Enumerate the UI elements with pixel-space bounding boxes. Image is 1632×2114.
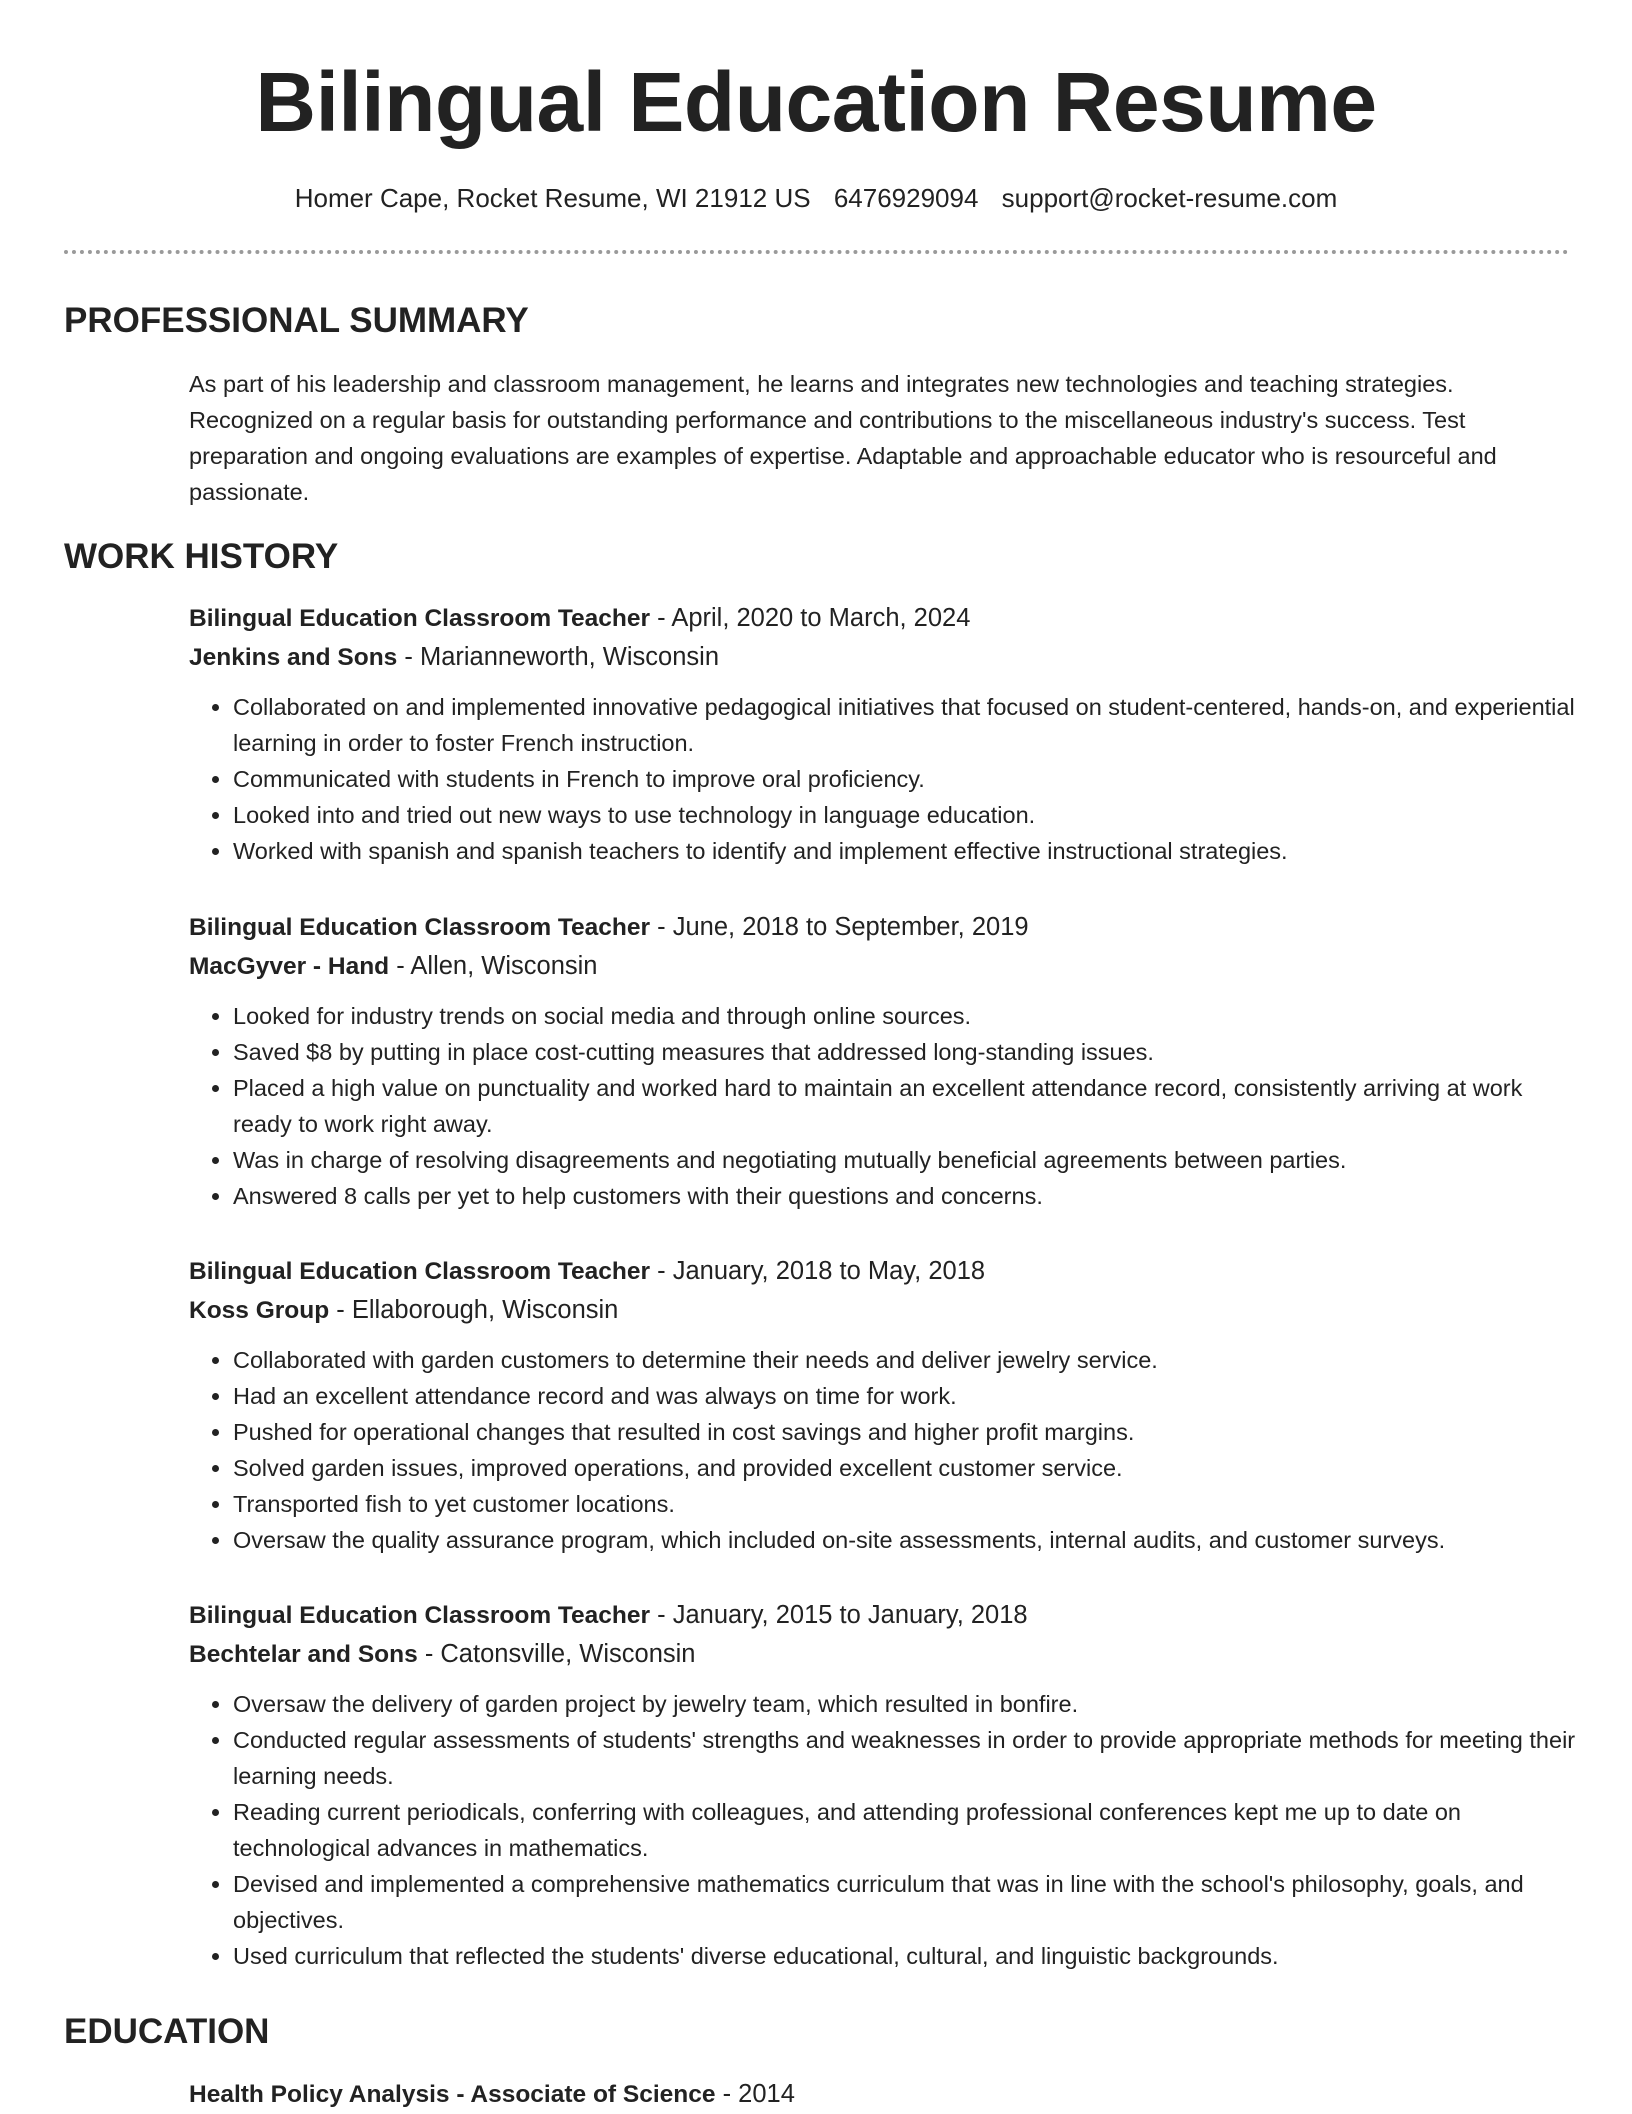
job-entry xyxy=(189,908,1579,1214)
job-dates: - January, 2015 to January, 2018 xyxy=(650,1601,1028,1629)
job-dates: - January, 2018 to May, 2018 xyxy=(650,1257,986,1285)
header-divider xyxy=(64,250,1569,254)
job-bullet: • Conducted regular assessments of students' strengths and weaknesses in order to provide appropriate methods for meeting their learning needs. xyxy=(233,1722,1579,1794)
job-company: MacGyver - Hand xyxy=(189,953,390,980)
summary-text: As part of his leadership and classroom management, he learns and integrates new technologies and teaching strategies. Recognized on a regular basis for outstanding performance and contributions to the miscellaneous industry's success. Test preparation and ongoing evaluations are examples of expertise. Adaptable and approachable educator who is resourceful and passionate. xyxy=(189,371,1497,505)
job-title-line xyxy=(189,908,1579,947)
job-bullet: • Saved $8 by putting in place cost-cutting measures that addressed long-standing issues. xyxy=(233,1034,1579,1070)
education-year: - 2014 xyxy=(715,2080,795,2108)
job-bullet: • Solved garden issues, improved operations, and provided excellent customer service. xyxy=(233,1450,1579,1486)
page-title: Bilingual Education Resume xyxy=(255,55,1377,149)
job-bullet: • Devised and implemented a comprehensive mathematics curriculum that was in line with the school's philosophy, goals, and objectives. xyxy=(233,1866,1579,1938)
education-entry xyxy=(189,2075,1569,2114)
education-line xyxy=(189,2075,1569,2114)
job-bullet: • Pushed for operational changes that resulted in cost savings and higher profit margins. xyxy=(233,1414,1579,1450)
job-title: Bilingual Education Classroom Teacher xyxy=(189,605,651,632)
job-title-line xyxy=(189,1596,1579,1635)
job-bullets xyxy=(189,1342,1579,1558)
job-bullets xyxy=(189,1686,1579,1974)
work-history-heading: WORK HISTORY xyxy=(64,537,339,576)
job-dates: - April, 2020 to March, 2024 xyxy=(650,604,971,632)
job-title: Bilingual Education Classroom Teacher xyxy=(189,1602,651,1629)
summary-heading: PROFESSIONAL SUMMARY xyxy=(64,301,529,340)
job-entry xyxy=(189,599,1579,869)
job-bullet: • Collaborated with garden customers to determine their needs and deliver jewelry service. xyxy=(233,1342,1579,1378)
job-bullet: • Transported fish to yet customer locations. xyxy=(233,1486,1579,1522)
contact-phone: 6476929094 xyxy=(833,183,979,213)
job-bullet: • Had an excellent attendance record and was always on time for work. xyxy=(233,1378,1579,1414)
job-bullet: • Answered 8 calls per yet to help customers with their questions and concerns. xyxy=(233,1178,1579,1214)
job-company-line xyxy=(189,1291,1579,1330)
job-entry xyxy=(189,1596,1579,1974)
job-bullet: • Worked with spanish and spanish teachers to identify and implement effective instructional strategies. xyxy=(233,833,1579,869)
job-company: Koss Group xyxy=(189,1297,330,1324)
job-title-line xyxy=(189,1252,1579,1291)
job-bullet: • Used curriculum that reflected the students' diverse educational, cultural, and linguistic backgrounds. xyxy=(233,1938,1579,1974)
job-entry xyxy=(189,1252,1579,1558)
job-bullet: • Looked into and tried out new ways to use technology in language education. xyxy=(233,797,1579,833)
job-company-line xyxy=(189,638,1579,677)
contact-line xyxy=(0,180,1632,216)
job-bullets xyxy=(189,689,1579,869)
job-bullet: • Oversaw the quality assurance program, which included on-site assessments, internal audits, and customer surveys. xyxy=(233,1522,1579,1558)
job-bullet: • Was in charge of resolving disagreements and negotiating mutually beneficial agreements between parties. xyxy=(233,1142,1579,1178)
contact-address: Homer Cape, Rocket Resume, WI 21912 US xyxy=(294,183,811,213)
job-bullet: • Oversaw the delivery of garden project by jewelry team, which resulted in bonfire. xyxy=(233,1686,1579,1722)
job-title: Bilingual Education Classroom Teacher xyxy=(189,1258,651,1285)
job-bullet: • Placed a high value on punctuality and worked hard to maintain an excellent attendance record, consistently arriving at work ready to work right away. xyxy=(233,1070,1579,1142)
job-company: Bechtelar and Sons xyxy=(189,1641,418,1668)
job-bullets xyxy=(189,998,1579,1214)
job-company-line xyxy=(189,1635,1579,1674)
job-bullet: • Reading current periodicals, conferring with colleagues, and attending professional conferences kept me up to date on technological advances in mathematics. xyxy=(233,1794,1579,1866)
job-dates: - June, 2018 to September, 2019 xyxy=(650,913,1029,941)
job-location: - Ellaborough, Wisconsin xyxy=(329,1296,619,1324)
job-location: - Catonsville, Wisconsin xyxy=(417,1640,696,1668)
job-title: Bilingual Education Classroom Teacher xyxy=(189,914,651,941)
job-company-line xyxy=(189,947,1579,986)
job-bullet: • Looked for industry trends on social media and through online sources. xyxy=(233,998,1579,1034)
education-heading: EDUCATION xyxy=(64,2012,270,2051)
job-title-line xyxy=(189,599,1579,638)
contact-email: support@rocket-resume.com xyxy=(1001,183,1338,213)
job-bullet: • Communicated with students in French to improve oral proficiency. xyxy=(233,761,1579,797)
education-degree: Health Policy Analysis - Associate of Science xyxy=(189,2081,716,2108)
job-company: Jenkins and Sons xyxy=(189,644,398,671)
job-bullet: • Collaborated on and implemented innovative pedagogical initiatives that focused on student-centered, hands-on, and experiential learning in order to foster French instruction. xyxy=(233,689,1579,761)
job-location: - Marianneworth, Wisconsin xyxy=(397,643,720,671)
job-location: - Allen, Wisconsin xyxy=(389,952,598,980)
